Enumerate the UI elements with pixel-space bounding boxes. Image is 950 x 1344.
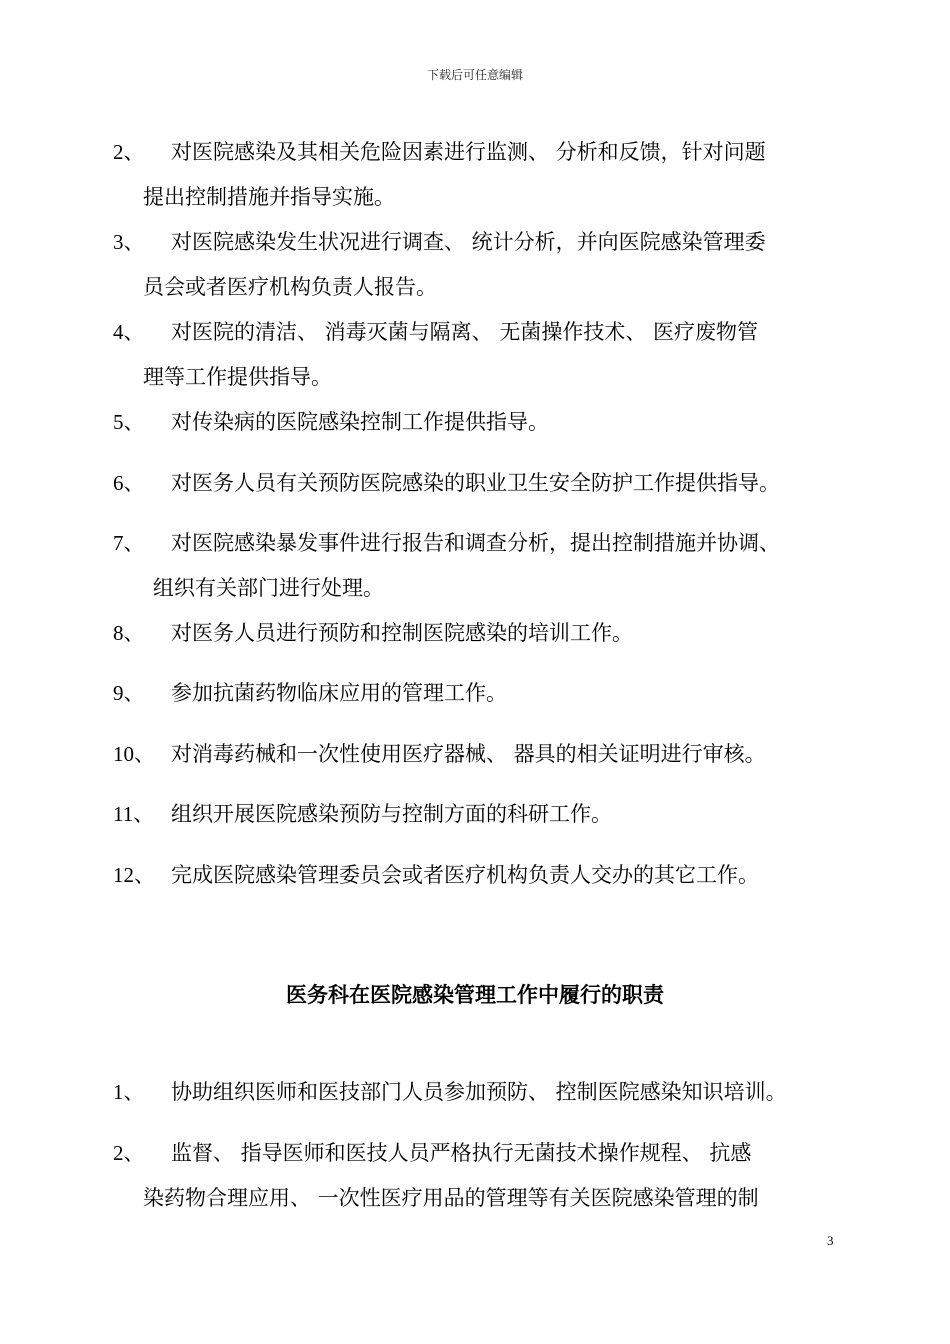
- duty-item: [113, 220, 848, 310]
- duty-item: [113, 1131, 848, 1221]
- duty-item: [113, 130, 848, 220]
- item-text: 对医务人员进行预防和控制医院感染的培训工作。: [171, 621, 633, 645]
- item-number: 5、: [113, 410, 145, 434]
- item-text: 对传染病的医院感染控制工作提供指导。: [171, 410, 549, 434]
- item-text-continued: 理等工作提供指导。: [143, 365, 332, 389]
- duty-item: [113, 611, 848, 656]
- page-header-note: 下载后可任意编辑: [426, 68, 523, 82]
- item-text: 协助组织医师和医技部门人员参加预防、 控制医院感染知识培训。: [171, 1080, 787, 1104]
- item-number: 4、: [113, 320, 145, 344]
- item-text: 组织开展医院感染预防与控制方面的科研工作。: [171, 802, 612, 826]
- item-text: 监督、 指导医师和医技人员严格执行无菌技术操作规程、 抗感: [171, 1141, 752, 1165]
- item-number: 1、: [113, 1080, 145, 1104]
- duty-item: [113, 792, 848, 837]
- item-number: 11、: [113, 802, 155, 826]
- item-number: 8、: [113, 621, 145, 645]
- item-text-continued: 染药物合理应用、 一次性医疗用品的管理等有关医院感染管理的制: [143, 1186, 759, 1210]
- duty-item: [113, 310, 848, 400]
- item-number: 7、: [113, 531, 145, 555]
- duty-item: [113, 461, 848, 506]
- item-number: 10、: [113, 742, 155, 766]
- page-number: 3: [827, 1233, 834, 1248]
- section-title: 医务科在医院感染管理工作中履行的职责: [286, 983, 664, 1007]
- item-text: 完成医院感染管理委员会或者医疗机构负责人交办的其它工作。: [171, 863, 759, 887]
- duty-item: [113, 671, 848, 716]
- item-text: 对医院感染发生状况进行调查、 统计分析，并向医院感染管理委: [171, 230, 766, 254]
- duty-item: [113, 1070, 848, 1115]
- item-text: 对医院感染暴发事件进行报告和调查分析，提出控制措施并协调、: [171, 531, 780, 555]
- item-text-continued: 组织有关部门进行处理。: [153, 576, 384, 600]
- item-text: 对医院的清洁、 消毒灭菌与隔离、 无菌操作技术、 医疗废物管: [171, 320, 759, 344]
- duty-item: [113, 853, 848, 898]
- duty-item: [113, 521, 848, 611]
- item-text-continued: 提出控制措施并指导实施。: [143, 185, 395, 209]
- item-text: 对消毒药械和一次性使用医疗器械、 器具的相关证明进行审核。: [171, 742, 766, 766]
- item-number: 12、: [113, 863, 155, 887]
- item-number: 2、: [113, 1141, 145, 1165]
- item-number: 9、: [113, 681, 145, 705]
- item-text: 参加抗菌药物临床应用的管理工作。: [171, 681, 507, 705]
- item-text: 对医务人员有关预防医院感染的职业卫生安全防护工作提供指导。: [171, 471, 780, 495]
- item-number: 6、: [113, 471, 145, 495]
- item-number: 2、: [113, 140, 145, 164]
- item-text: 对医院感染及其相关危险因素进行监测、 分析和反馈，针对问题: [171, 140, 766, 164]
- item-number: 3、: [113, 230, 145, 254]
- duty-item: [113, 400, 848, 445]
- duty-item: [113, 732, 848, 777]
- item-text-continued: 员会或者医疗机构负责人报告。: [143, 275, 437, 299]
